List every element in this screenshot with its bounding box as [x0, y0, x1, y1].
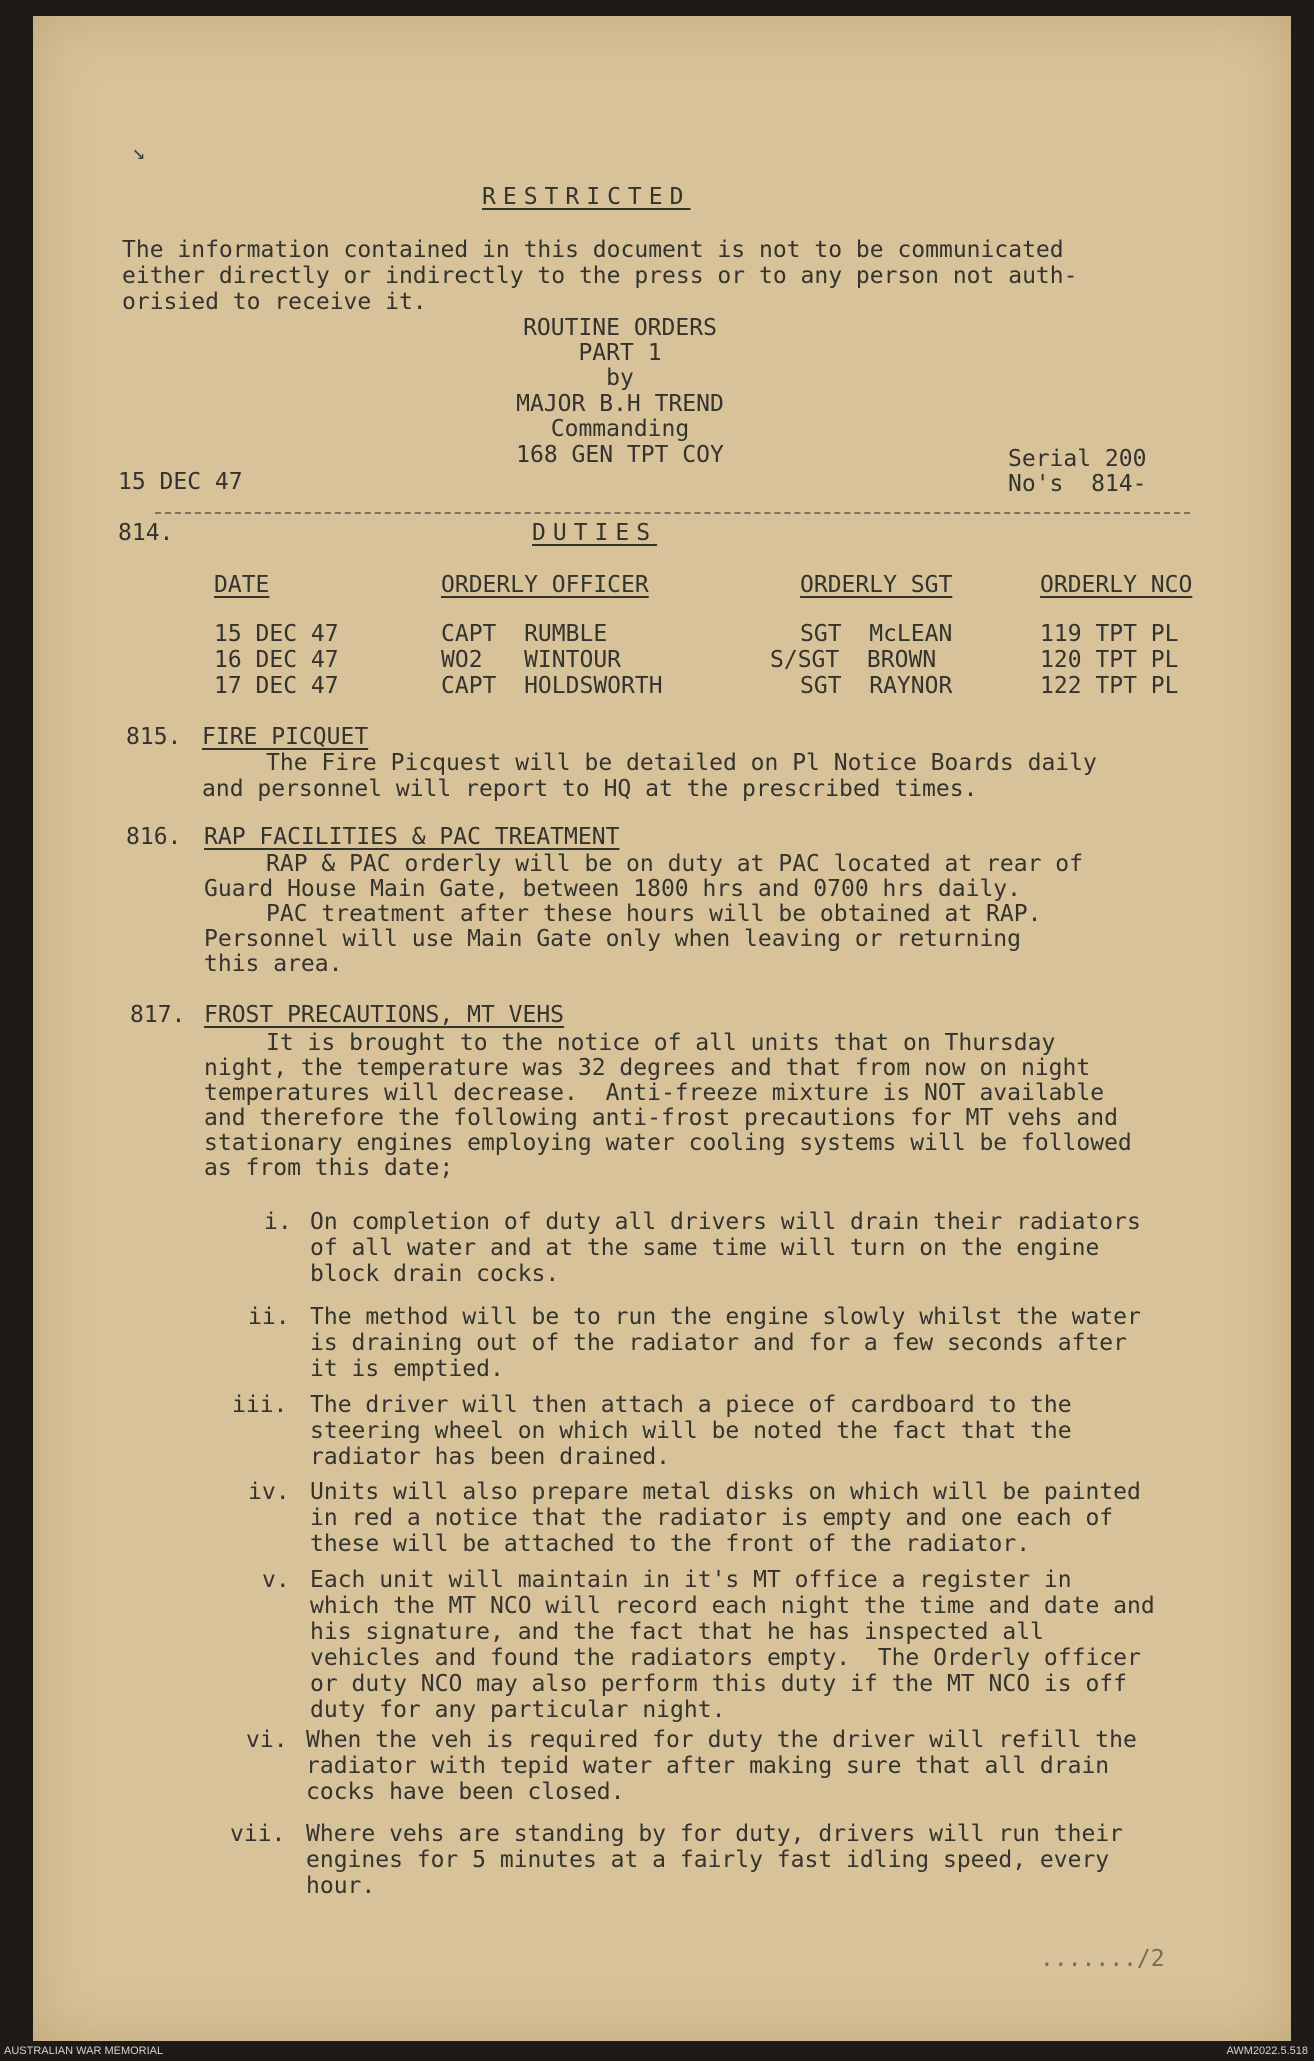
- item-iv-line-1: Units will also prepare metal disks on which will be painted: [310, 1479, 1141, 1505]
- section-number-816: 816.: [126, 824, 182, 850]
- item-vi-line-2: radiator with tepid water after making sure that all drain: [306, 1753, 1110, 1779]
- item-i-line-1: On completion of duty all drivers will drain their radiators: [310, 1209, 1141, 1235]
- duty-row-1-officer: CAPT RUMBLE: [441, 621, 608, 647]
- item-ii-number: ii.: [248, 1304, 290, 1330]
- item-iii-line-1: The driver will then attach a piece of cardboard to the: [310, 1392, 1072, 1418]
- item-vii-number: vii.: [230, 1821, 286, 1847]
- item-v-line-6: duty for any particular night.: [310, 1697, 726, 1723]
- item-vi-line-3: cocks have been closed.: [306, 1779, 625, 1805]
- item-vi-line-1: When the veh is required for duty the driver will refill the: [306, 1727, 1137, 1753]
- item-iii-number: iii.: [232, 1392, 288, 1418]
- item-i-line-3: block drain cocks.: [310, 1261, 560, 1287]
- item-v-line-4: vehicles and found the radiators empty. The Orderly officer: [310, 1645, 1141, 1671]
- column-header-orderly-sgt: ORDERLY SGT: [800, 572, 953, 598]
- duty-row-1-nco: 119 TPT PL: [1040, 621, 1179, 647]
- section-number-817: 817.: [130, 1002, 186, 1028]
- item-vii-line-2: engines for 5 minutes at a fairly fast idling speed, every: [306, 1847, 1110, 1873]
- column-header-orderly-officer: ORDERLY OFFICER: [441, 572, 649, 598]
- duty-row-3-officer: CAPT HOLDSWORTH: [441, 673, 663, 699]
- warning-line-3: orisied to receive it.: [122, 289, 427, 315]
- item-i-number: i.: [264, 1209, 292, 1235]
- order-date: 15 DEC 47: [118, 469, 243, 495]
- item-vii-line-3: hour.: [306, 1873, 376, 1899]
- item-v-line-1: Each unit will maintain in it's MT office a register in: [310, 1567, 1072, 1593]
- item-iii-line-2: steering wheel on which will be noted the fact that the: [310, 1418, 1072, 1444]
- column-header-date: DATE: [214, 572, 270, 598]
- item-i-line-2: of all water and at the same time will turn on the engine: [310, 1235, 1100, 1261]
- item-vii-line-1: Where vehs are standing by for duty, drivers will run their: [306, 1821, 1123, 1847]
- title-line-3: by: [606, 365, 634, 391]
- section-817-line-2: night, the temperature was 32 degrees and that from now on night: [204, 1055, 1091, 1081]
- item-v-line-3: his signature, and the fact that he has inspected all: [310, 1619, 1044, 1645]
- item-v-line-5: or duty NCO may also perform this duty if the MT NCO is off: [310, 1671, 1127, 1697]
- warning-line-1: The information contained in this document is not to be communicated: [122, 237, 1064, 263]
- section-heading-816: RAP FACILITIES & PAC TREATMENT: [204, 824, 620, 850]
- section-816-line-3: PAC treatment after these hours will be obtained at RAP.: [266, 901, 1042, 927]
- item-ii-line-2: is draining out of the radiator and for a few seconds after: [310, 1330, 1127, 1356]
- section-816-line-5: this area.: [204, 951, 343, 977]
- ink-mark: ↘: [132, 140, 146, 165]
- duty-row-2-officer: WO2 WINTOUR: [441, 647, 622, 673]
- duties-heading: DUTIES: [532, 520, 658, 546]
- section-817-line-3: temperatures will decrease. Anti-freeze mixture is NOT available: [204, 1080, 1105, 1106]
- section-heading-815: FIRE PICQUET: [202, 724, 369, 750]
- column-header-orderly-nco: ORDERLY NCO: [1040, 572, 1193, 598]
- section-817-line-1: It is brought to the notice of all units that on Thursday: [266, 1030, 1056, 1056]
- item-v-line-2: which the MT NCO will record each night the time and date and: [310, 1593, 1155, 1619]
- duty-row-3-date: 17 DEC 47: [214, 673, 339, 699]
- section-816-line-4: Personnel will use Main Gate only when leaving or returning: [204, 926, 1021, 952]
- divider: [155, 512, 1190, 514]
- duty-row-1-sgt: SGT McLEAN: [800, 621, 953, 647]
- section-heading-817: FROST PRECAUTIONS, MT VEHS: [204, 1002, 565, 1028]
- section-817-line-6: as from this date;: [204, 1155, 454, 1181]
- item-ii-line-1: The method will be to run the engine slowly whilst the water: [310, 1304, 1141, 1330]
- duty-row-2-nco: 120 TPT PL: [1040, 647, 1179, 673]
- section-815-line-1: The Fire Picquest will be detailed on Pl Notice Boards daily: [266, 750, 1097, 776]
- duty-row-3-nco: 122 TPT PL: [1040, 673, 1179, 699]
- section-number-814: 814.: [118, 520, 174, 546]
- duty-row-2-date: 16 DEC 47: [214, 647, 339, 673]
- item-iv-line-2: in red a notice that the radiator is empty and one each of: [310, 1505, 1114, 1531]
- duty-row-1-date: 15 DEC 47: [214, 621, 339, 647]
- section-815-line-2: and personnel will report to HQ at the prescribed times.: [202, 776, 978, 802]
- footer-reference: AWM2022.5.518: [1226, 2045, 1308, 2057]
- serial-number: Serial 200: [1008, 446, 1147, 472]
- item-iii-line-3: radiator has been drained.: [310, 1444, 671, 1470]
- section-816-line-1: RAP & PAC orderly will be on duty at PAC located at rear of: [266, 851, 1083, 877]
- title-line-1: ROUTINE ORDERS: [523, 315, 717, 341]
- section-816-line-2: Guard House Main Gate, between 1800 hrs and 0700 hrs daily.: [204, 876, 1021, 902]
- section-817-line-5: stationary engines employing water cooling systems will be followed: [204, 1130, 1132, 1156]
- order-numbers: No's 814-: [1008, 471, 1147, 497]
- title-line-2: PART 1: [578, 340, 662, 366]
- page-continuation-marker: ......./2: [1040, 1946, 1165, 1972]
- footer-institution: AUSTRALIAN WAR MEMORIAL: [4, 2045, 164, 2057]
- warning-line-2: either directly or indirectly to the press or to any person not auth-: [122, 263, 1078, 289]
- item-ii-line-3: it is emptied.: [310, 1356, 504, 1382]
- section-817-line-4: and therefore the following anti-frost precautions for MT vehs and: [204, 1105, 1118, 1131]
- duty-row-2-sgt: S/SGT BROWN: [770, 647, 937, 673]
- classification-heading: RESTRICTED: [482, 184, 691, 210]
- item-v-number: v.: [262, 1567, 290, 1593]
- title-line-4: MAJOR B.H TREND: [516, 391, 724, 417]
- item-iv-line-3: these will be attached to the front of the radiator.: [310, 1531, 1031, 1557]
- duty-row-3-sgt: SGT RAYNOR: [800, 673, 953, 699]
- section-number-815: 815.: [126, 724, 182, 750]
- item-vi-number: vi.: [246, 1727, 288, 1753]
- title-line-6: 168 GEN TPT COY: [516, 442, 724, 468]
- title-line-5: Commanding: [550, 416, 690, 442]
- item-iv-number: iv.: [248, 1479, 290, 1505]
- archive-footer: [0, 2041, 1314, 2061]
